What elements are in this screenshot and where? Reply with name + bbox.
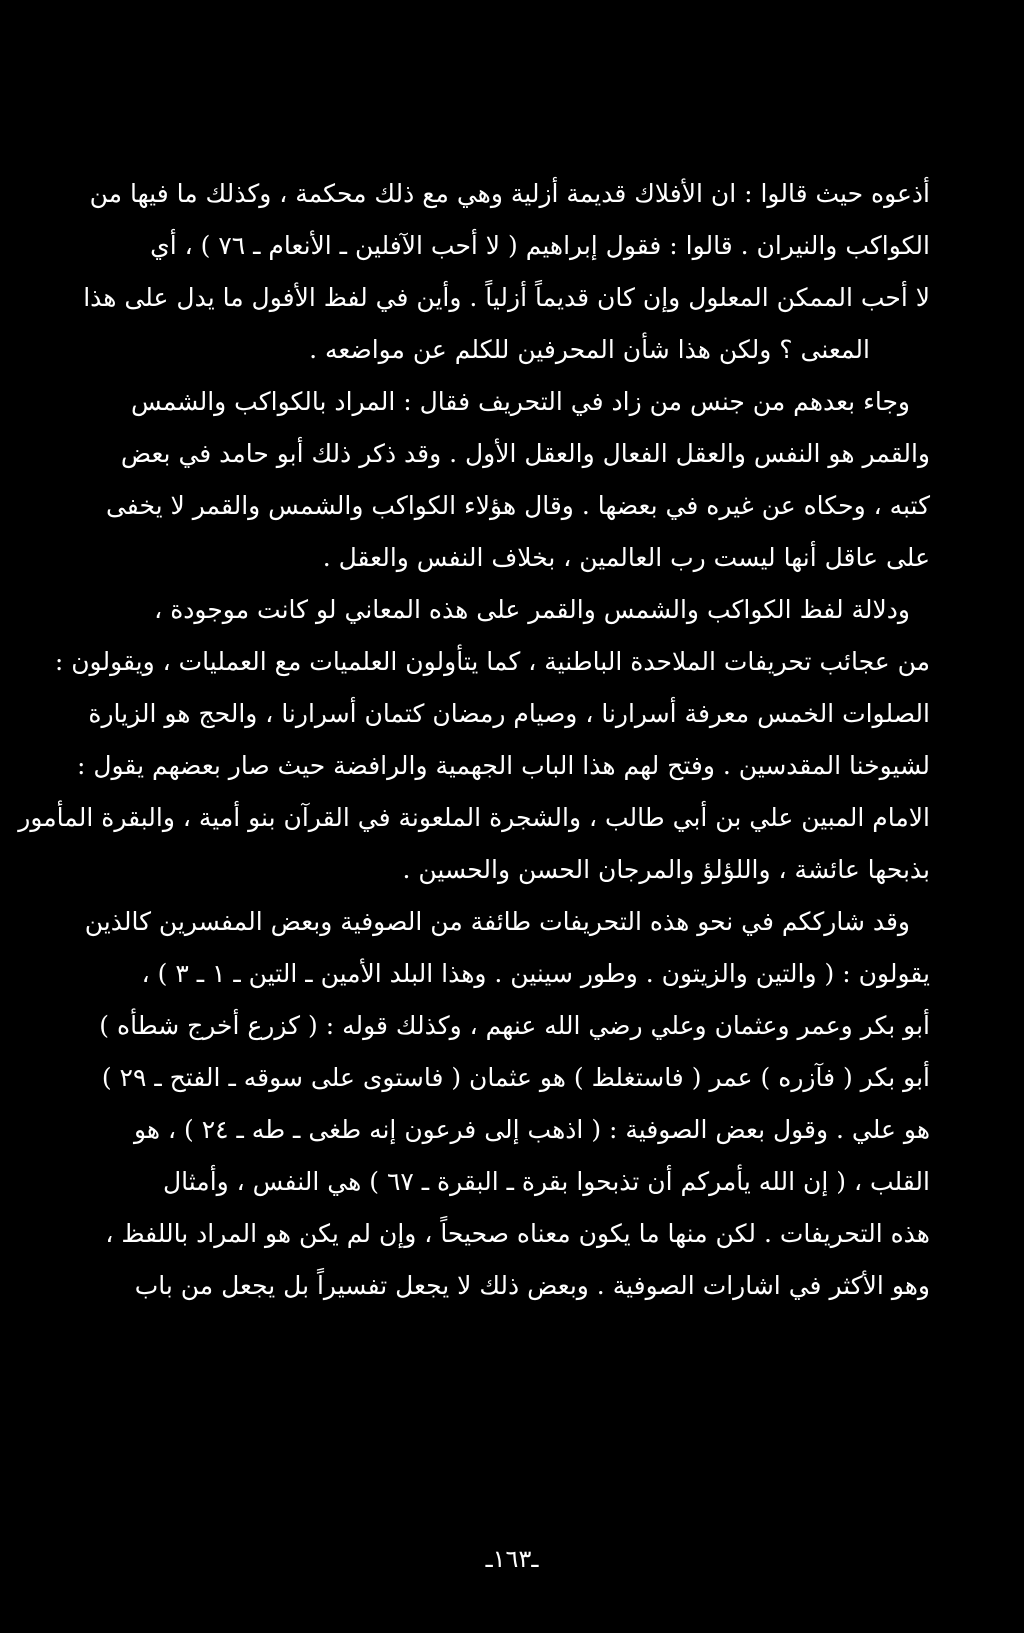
- text-line: أبو بكر وعمر وعثمان وعلي رضي الله عنهم ، وكذلك قوله : ( كزرع أخرج شطأه ): [99, 1011, 930, 1040]
- text-line: وهو الأكثر في اشارات الصوفية . وبعض ذلك لا يجعل تفسيراً بل يجعل من باب: [134, 1271, 930, 1300]
- text-line: الامام المبين علي بن أبي طالب ، والشجرة الملعونة في القرآن بنو أمية ، والبقرة المأمور: [18, 803, 930, 832]
- text-line: على عاقل أنها ليست رب العالمين ، بخلاف النفس والعقل .: [322, 543, 930, 572]
- text-line: أبو بكر ( فآزره ) عمر ( فاستغلظ ) هو عثمان ( فاستوى على سوقه ـ الفتح ـ ٢٩ ): [101, 1063, 930, 1092]
- text-line: الكواكب والنيران . قالوا : فقول إبراهيم ( لا أحب الآفلين ـ الأنعام ـ ٧٦ ) ، أي: [150, 231, 930, 260]
- text-line: والقمر هو النفس والعقل الفعال والعقل الأول . وقد ذكر ذلك أبو حامد في بعض: [120, 439, 930, 468]
- text-line: ودلالة لفظ الكواكب والشمس والقمر على هذه المعاني لو كانت موجودة ،: [154, 595, 910, 624]
- text-line: بذبحها عائشة ، واللؤلؤ والمرجان الحسن والحسين .: [402, 855, 930, 884]
- text-line: هو علي . وقول بعض الصوفية : ( اذهب إلى فرعون إنه طغى ـ طه ـ ٢٤ ) ، هو: [133, 1115, 930, 1144]
- paragraph-3: [18, 584, 930, 896]
- text-line: وقد شارككم في نحو هذه التحريفات طائفة من الصوفية وبعض المفسرين كالذين: [84, 907, 910, 936]
- page-number: ـ١٦٣ـ: [485, 1545, 539, 1573]
- text-line: المعنى ؟ ولكن هذا شأن المحرفين للكلم عن مواضعه .: [309, 335, 870, 364]
- paragraph-1: [83, 168, 930, 376]
- text-line: يقولون : ( والتين والزيتون . وطور سينين . وهذا البلد الأمين ـ التين ـ ١ ـ ٣ ) ،: [141, 959, 930, 988]
- text-line: الصلوات الخمس معرفة أسرارنا ، وصيام رمضان كتمان أسرارنا ، والحج هو الزيارة: [88, 699, 930, 728]
- text-line: هذه التحريفات . لكن منها ما يكون معناه صحيحاً ، وإن لم يكن هو المراد باللفظ ،: [105, 1219, 930, 1248]
- paragraph-4: [84, 896, 930, 1312]
- text-line: لا أحب الممكن المعلول وإن كان قديماً أزلياً . وأين في لفظ الأفول ما يدل على هذا: [83, 283, 930, 312]
- text-line: كتبه ، وحكاه عن غيره في بعضها . وقال هؤلاء الكواكب والشمس والقمر لا يخفى: [105, 491, 930, 520]
- text-line: القلب ، ( إن الله يأمركم أن تذبحوا بقرة ـ البقرة ـ ٦٧ ) هي النفس ، وأمثال: [162, 1167, 930, 1196]
- paragraph-2: [105, 376, 930, 584]
- text-line: من عجائب تحريفات الملاحدة الباطنية ، كما يتأولون العلميات مع العمليات ، ويقولون :: [54, 647, 930, 676]
- text-line: لشيوخنا المقدسين . وفتح لهم هذا الباب الجهمية والرافضة حيث صار بعضهم يقول :: [76, 751, 930, 780]
- body-text: [18, 168, 930, 1312]
- text-line: أذعوه حيث قالوا : ان الأفلاك قديمة أزلية وهي مع ذلك محكمة ، وكذلك ما فيها من: [89, 179, 930, 208]
- text-line: وجاء بعدهم من جنس من زاد في التحريف فقال : المراد بالكواكب والشمس: [130, 387, 910, 416]
